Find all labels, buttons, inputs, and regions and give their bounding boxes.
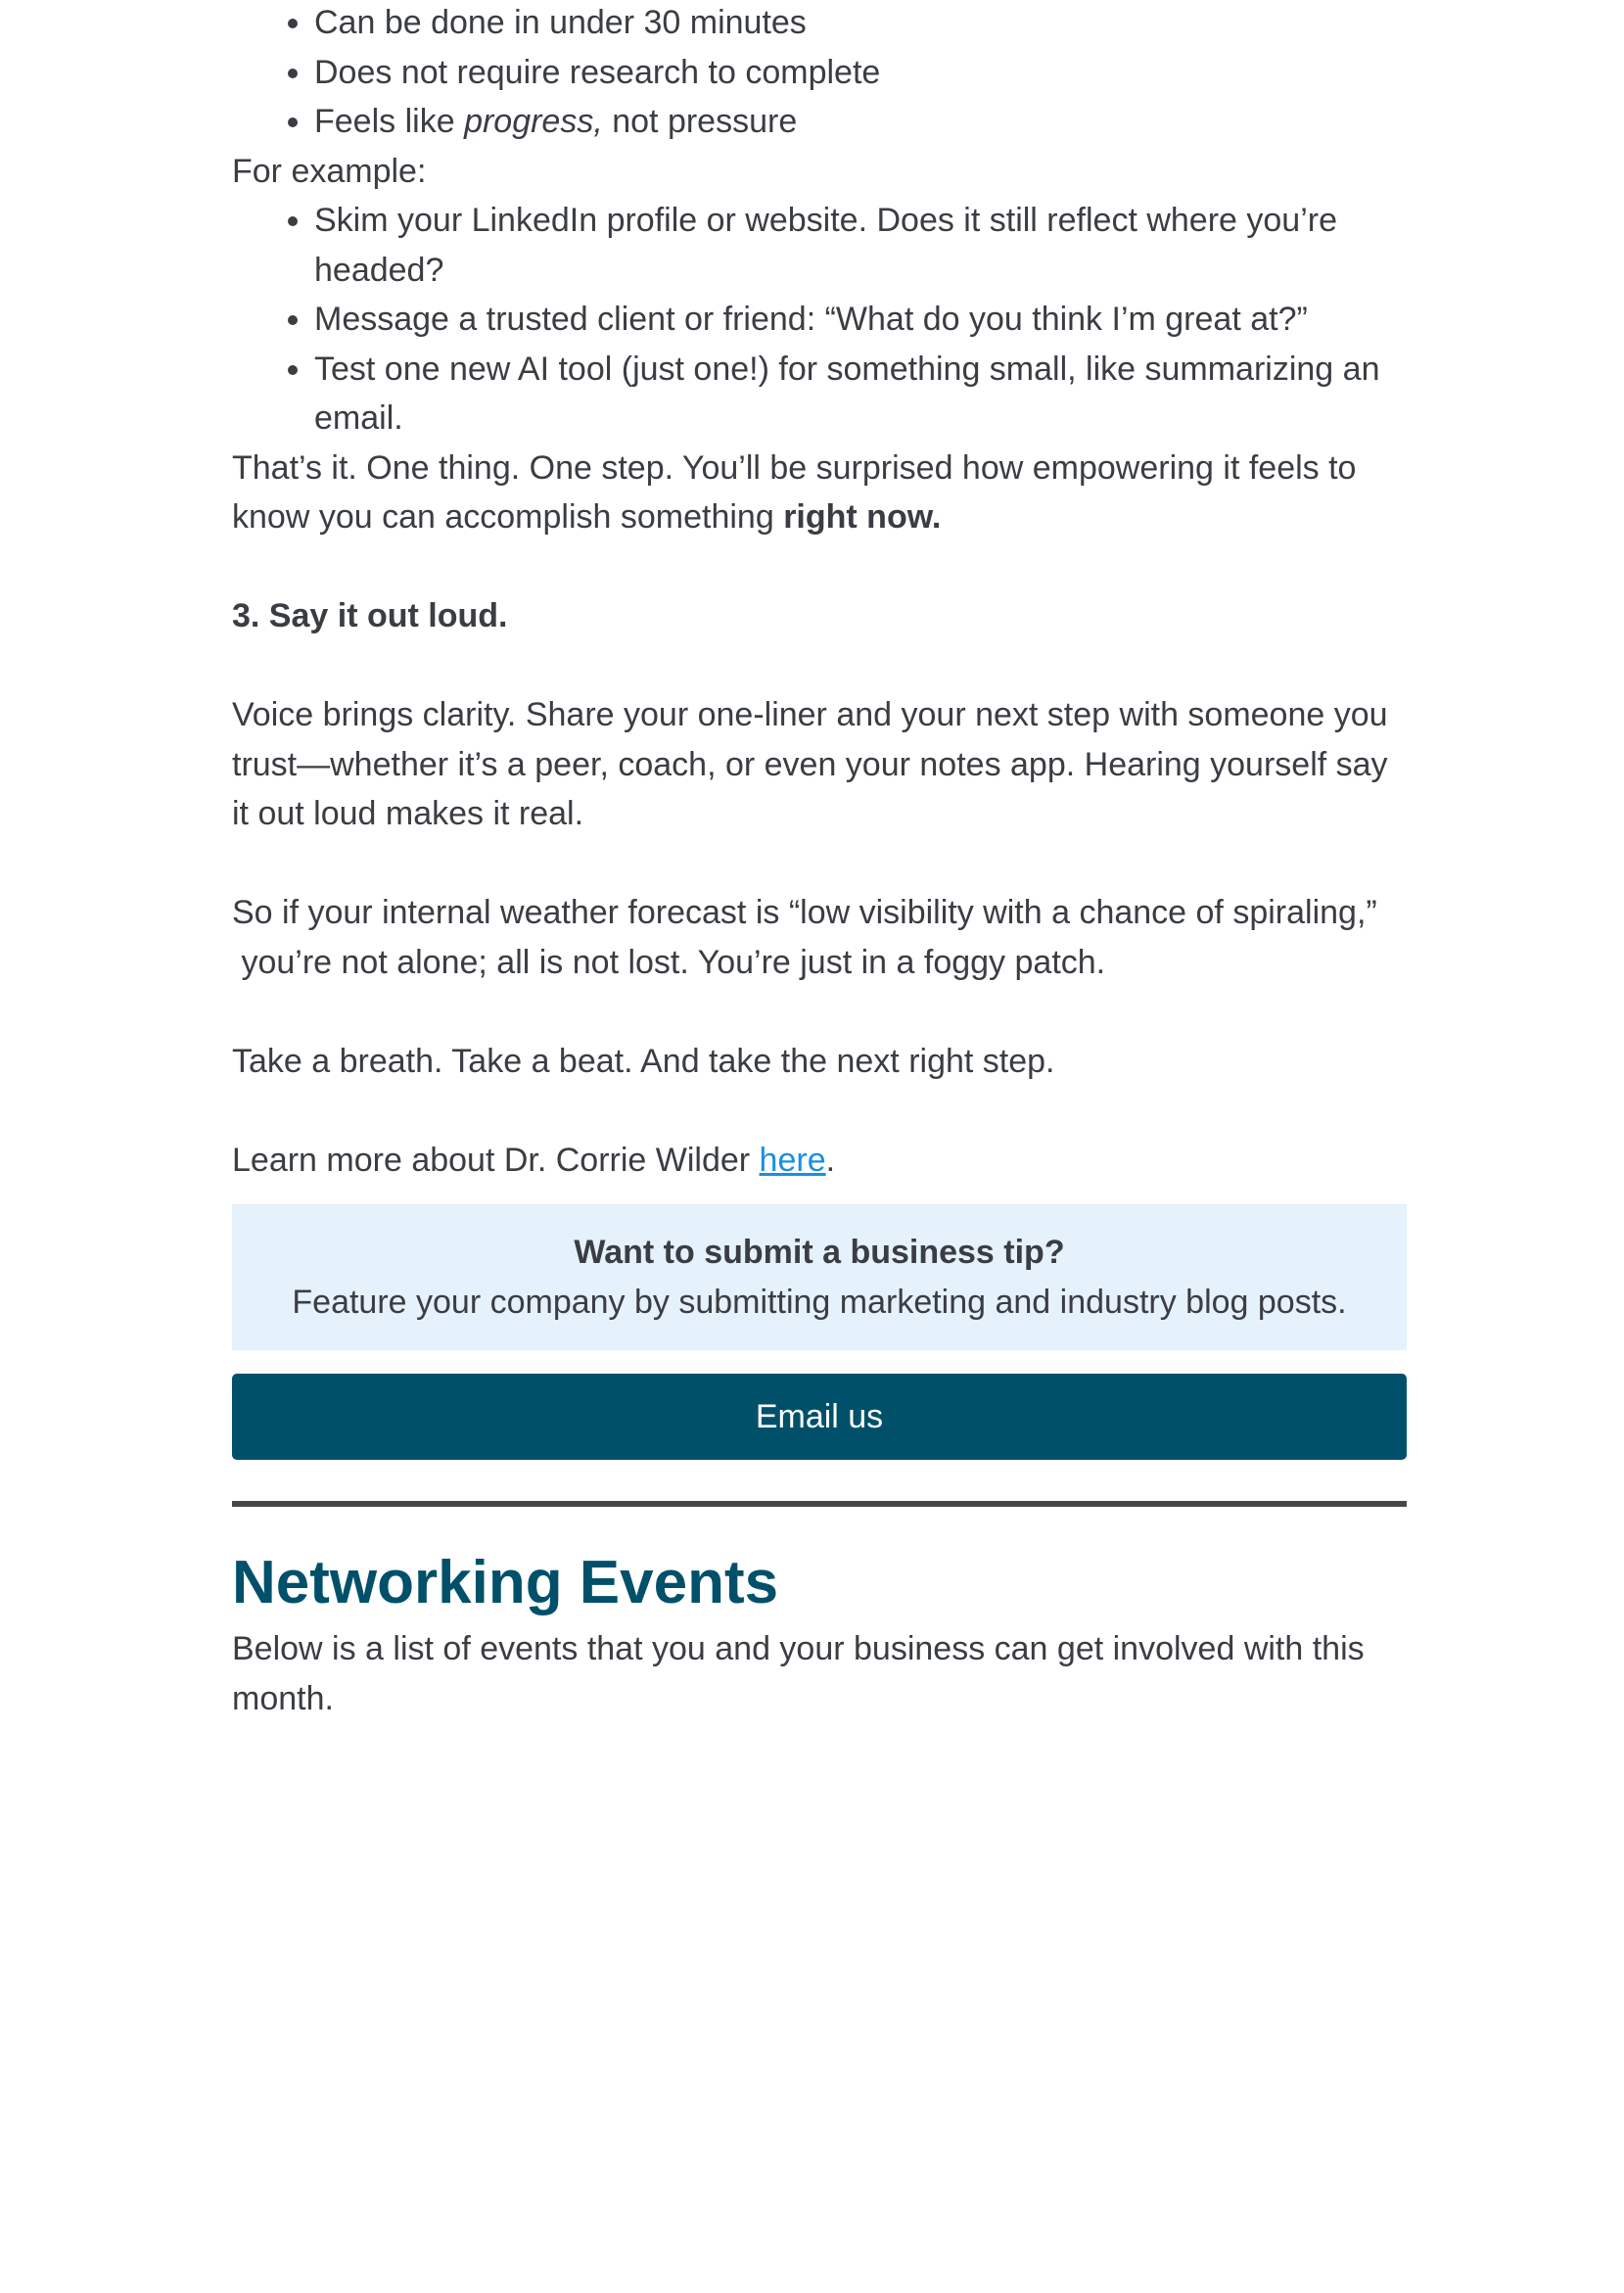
email-us-button[interactable]: Email us <box>232 1374 1407 1460</box>
list-item-text: Feels like <box>314 103 465 140</box>
article-content <box>232 0 1407 1723</box>
spacer <box>232 839 1407 889</box>
business-tip-box <box>232 1204 1407 1350</box>
spacer <box>232 641 1407 691</box>
list-item: • Test one new AI tool (just one!) for something small, like summarizing an email. <box>314 345 1407 444</box>
paragraph: Take a breath. Take a beat. And take the next right step. <box>232 1042 1055 1080</box>
list-item-text: not pressure <box>602 103 798 140</box>
paragraph <box>232 444 1407 542</box>
paragraph-line: you’re not alone; all is not lost. You’re just in a foggy patch. <box>232 943 1106 981</box>
list-item: • Skim your LinkedIn profile or website. Does it still reflect where you’re headed? <box>314 196 1407 295</box>
learn-more-link[interactable]: here <box>759 1141 826 1179</box>
section-divider <box>232 1501 1407 1507</box>
emphasis-text: progress, <box>464 103 603 140</box>
paragraph: Voice brings clarity. Share your one-liner and your next step with someone you trust—whether it’s a peer, coach, or even your notes app. Hearing yourself say it out loud makes it real. <box>232 696 1388 832</box>
bold-text: right now. <box>783 498 942 536</box>
spacer <box>232 987 1407 1037</box>
paragraph-text: That’s it. One thing. One step. You’ll be surprised how empowering it feels to know you can accomplish something <box>232 448 1357 536</box>
examples-list <box>232 196 1407 444</box>
tip-body: Feature your company by submitting marketing and industry blog posts. <box>292 1283 1347 1321</box>
paragraph-text: . <box>825 1141 836 1179</box>
criteria-list <box>232 0 1407 147</box>
networking-events-title: Networking Events <box>232 1549 779 1616</box>
list-item: • Does not require research to complete <box>314 48 1407 98</box>
list-item: • Can be done in under 30 minutes <box>314 0 1407 48</box>
paragraph <box>232 888 1407 987</box>
spacer <box>232 542 1407 592</box>
list-item: • Message a trusted client or friend: “What do you think I’m great at?” <box>314 295 1407 345</box>
tip-title: Want to submit a business tip? <box>574 1234 1065 1271</box>
paragraph-line: So if your internal weather forecast is “low visibility with a chance of spiraling,” <box>232 894 1377 931</box>
bold-text: 3. Say it out loud. <box>232 597 508 634</box>
paragraph-text: Learn more about Dr. Corrie Wilder <box>232 1141 760 1179</box>
paragraph <box>232 1136 1407 1186</box>
step-heading <box>232 591 1407 641</box>
for-example-label: For example: <box>232 152 427 190</box>
list-item <box>314 97 1407 147</box>
networking-events-description: Below is a list of events that you and your business can get involved with this month. <box>232 1630 1365 1717</box>
spacer <box>232 1086 1407 1136</box>
